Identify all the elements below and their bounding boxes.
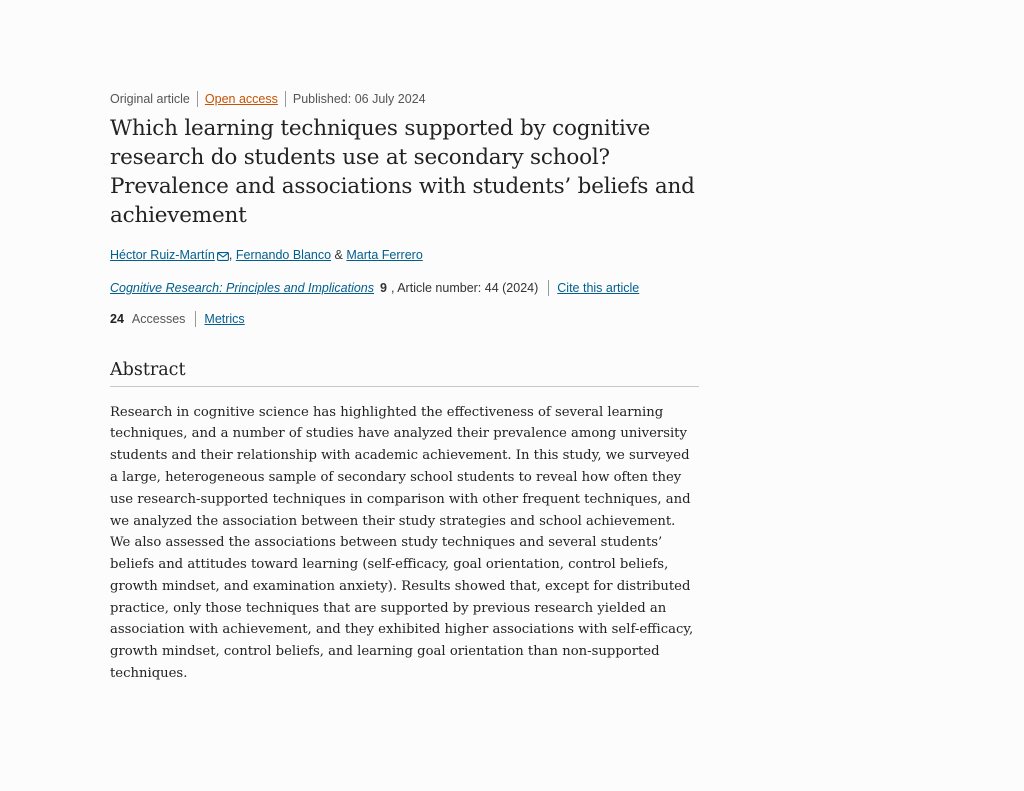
meta-divider bbox=[285, 91, 286, 107]
article-type: Original article bbox=[110, 92, 190, 106]
author-ampersand: & bbox=[334, 248, 343, 262]
author-link-ruiz-martin[interactable]: Héctor Ruiz-Martín bbox=[110, 248, 215, 262]
author-link-ferrero[interactable]: Marta Ferrero bbox=[346, 248, 423, 262]
journal-divider bbox=[548, 280, 549, 296]
article-title: Which learning techniques supported by cognitive research do students use at secondary school? Prevalence and associations with students’ beliefs and achievement bbox=[110, 116, 695, 228]
journal-info bbox=[110, 277, 710, 299]
author-separator: , bbox=[228, 248, 233, 262]
open-access-link[interactable]: Open access bbox=[204, 92, 278, 106]
author-link-blanco[interactable]: Fernando Blanco bbox=[235, 248, 332, 262]
abstract-text: Research in cognitive science has highlighted the effectiveness of several learning techniques, and a number of studies have analyzed their prevalence among university students and their relationship with academic achievement. In this study, we surveyed a large, heterogeneous sample of secondary school students to reveal how often they use research-supported techniques in comparison with other frequent techniques, and we analyzed the association between their study strategies and school achievement. We also assessed the associations between study techniques and several students’ beliefs and attitudes toward learning (self-efficacy, goal orientation, control beliefs, growth mindset, and examination anxiety). Results showed that, except for distributed practice, only those techniques that are supported by previous research yielded an association with achievement, and they exhibited higher associations with self-efficacy, growth mindset, control beliefs, and learning goal orientation than non-supported techniques. bbox=[110, 404, 694, 682]
access-count: 24 bbox=[110, 312, 124, 326]
access-info bbox=[110, 308, 710, 330]
mail-icon[interactable] bbox=[217, 246, 229, 255]
journal-volume: 9 bbox=[380, 281, 387, 295]
author-list bbox=[110, 244, 710, 266]
metrics-link[interactable]: Metrics bbox=[204, 312, 245, 326]
abstract-heading: Abstract bbox=[110, 360, 699, 387]
article-meta bbox=[110, 88, 710, 110]
published-date: Published: 06 July 2024 bbox=[292, 92, 426, 106]
meta-divider bbox=[197, 91, 198, 107]
article-number: , Article number: 44 (2024) bbox=[390, 281, 539, 295]
cite-article-link[interactable]: Cite this article bbox=[557, 281, 640, 295]
article-header bbox=[110, 88, 710, 698]
journal-link[interactable]: Cognitive Research: Principles and Implications bbox=[110, 281, 375, 295]
access-label: Accesses bbox=[131, 312, 186, 326]
access-divider bbox=[195, 311, 196, 327]
